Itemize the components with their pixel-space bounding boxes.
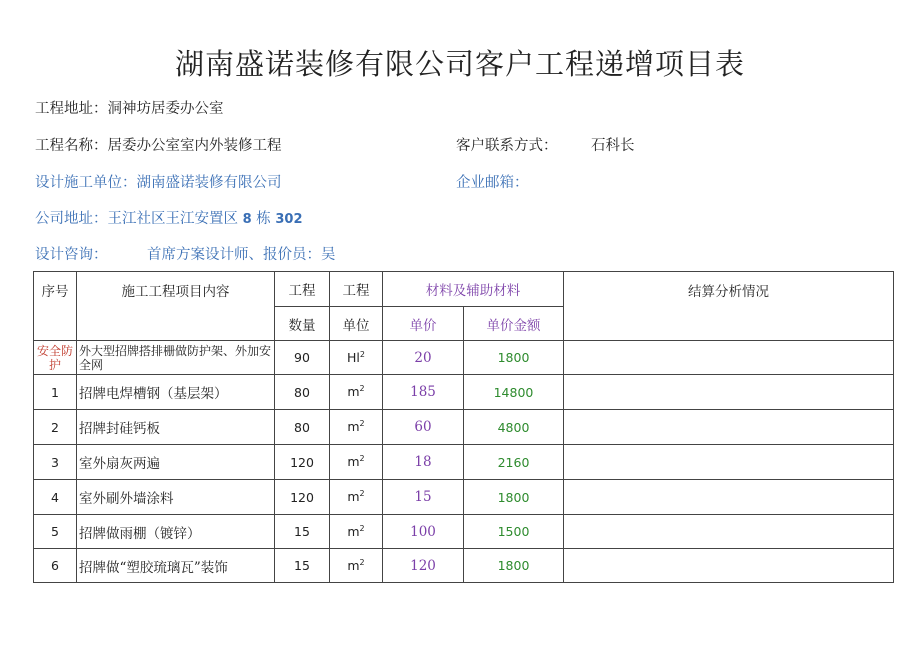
unit-text: Hl: [347, 350, 360, 366]
row-price: 20: [383, 341, 464, 375]
unit-text: m: [347, 524, 360, 540]
row-content: 招牌做雨棚（镀锌）: [77, 515, 275, 549]
row-content: 招牌封硅钙板: [77, 410, 275, 445]
design-unit-line: [35, 171, 282, 192]
unit-text: m: [347, 558, 360, 574]
row-unit: [330, 445, 383, 480]
row-qty: 80: [275, 375, 330, 410]
header-amount: 单价金额: [464, 307, 564, 341]
row-amount: 1800: [464, 480, 564, 515]
row-content: 招牌做“塑胶琉璃瓦”装饰: [77, 549, 275, 583]
row-analysis: [564, 515, 894, 549]
unit-sup: 2: [359, 523, 365, 533]
header-price: 单价: [383, 307, 464, 341]
design-consult-label: 设计咨询：: [35, 247, 108, 263]
project-name-value: 居委办公室室内外装修工程: [107, 138, 282, 154]
company-address-dong: 栋: [256, 211, 271, 227]
page-title: 湖南盛诺装修有限公司客户工程递增项目表: [174, 47, 745, 81]
unit-text: m: [347, 454, 360, 470]
row-analysis: [564, 341, 894, 375]
unit-sup: 2: [359, 557, 365, 567]
row-unit: [330, 375, 383, 410]
header-unit-bottom: 单位: [330, 307, 383, 341]
unit-sup: 2: [359, 489, 365, 499]
row-qty: 120: [275, 445, 330, 480]
table-row: [34, 375, 894, 410]
row-analysis: [564, 549, 894, 583]
header-qty-top: 工程: [275, 272, 330, 307]
contact-value: 石科长: [591, 138, 635, 154]
header-analysis: 结算分析情况: [564, 272, 894, 341]
row-seq: 3: [34, 445, 77, 480]
project-address-label: 工程地址：: [35, 101, 108, 117]
unit-text: m: [347, 384, 360, 400]
row-analysis: [564, 375, 894, 410]
project-address-value: 洞神坊居委办公室: [107, 101, 224, 117]
row-price: 60: [383, 410, 464, 445]
row-amount: 1500: [464, 515, 564, 549]
header-seq: 序号: [34, 272, 77, 341]
row-content: 招牌电焊槽钢（基层架）: [77, 375, 275, 410]
design-unit-label: 设计施工单位：: [35, 175, 137, 191]
row-qty: 15: [275, 515, 330, 549]
design-consult-value: 首席方案设计师、报价员：吴: [147, 247, 336, 263]
header-materials: 材料及辅助材料: [383, 272, 564, 307]
row-amount: 2160: [464, 445, 564, 480]
unit-text: m: [347, 489, 360, 505]
company-address-value: 王江社区王江安置区: [107, 211, 238, 227]
design-unit-value: 湖南盛诺装修有限公司: [136, 175, 282, 191]
table-row: [34, 410, 894, 445]
row-seq: 4: [34, 480, 77, 515]
row-qty: 80: [275, 410, 330, 445]
row-unit: [330, 341, 383, 375]
table-row: [34, 549, 894, 583]
contact-label: 客户联系方式：: [456, 138, 558, 154]
row-qty: 90: [275, 341, 330, 375]
project-name-label: 工程名称：: [35, 138, 108, 154]
row-unit: [330, 410, 383, 445]
row-price: 185: [383, 375, 464, 410]
row-unit: [330, 515, 383, 549]
row-amount: 14800: [464, 375, 564, 410]
table-row: [34, 480, 894, 515]
header-qty-bottom: 数量: [275, 307, 330, 341]
unit-sup: 2: [359, 454, 365, 464]
header-content: 施工工程项目内容: [77, 272, 275, 341]
row-analysis: [564, 480, 894, 515]
row-content: 外大型招牌搭排栅做防护架、外加安全网: [77, 341, 275, 375]
unit-sup: 2: [359, 384, 365, 394]
company-address-line: [35, 207, 303, 228]
row-unit: [330, 480, 383, 515]
row-unit: [330, 549, 383, 583]
header-unit-top: 工程: [330, 272, 383, 307]
row-seq: 安全防护: [34, 341, 77, 375]
row-amount: 4800: [464, 410, 564, 445]
project-address-line: [35, 97, 224, 118]
row-amount: 1800: [464, 341, 564, 375]
company-address-label: 公司地址：: [35, 211, 108, 227]
project-table: [33, 271, 894, 583]
row-qty: 15: [275, 549, 330, 583]
table-row: [34, 341, 894, 375]
row-analysis: [564, 410, 894, 445]
row-price: 18: [383, 445, 464, 480]
row-price: 120: [383, 549, 464, 583]
row-seq: 6: [34, 549, 77, 583]
row-analysis: [564, 445, 894, 480]
row-amount: 1800: [464, 549, 564, 583]
row-seq: 2: [34, 410, 77, 445]
row-content: 室外扇灰两遍: [77, 445, 275, 480]
unit-sup: 2: [359, 419, 365, 429]
company-address-room: 302: [275, 212, 303, 227]
table-row: [34, 515, 894, 549]
row-seq: 1: [34, 375, 77, 410]
unit-sup: 2: [359, 349, 365, 359]
company-address-building: 8: [242, 212, 252, 227]
row-seq: 5: [34, 515, 77, 549]
unit-text: m: [347, 419, 360, 435]
row-price: 100: [383, 515, 464, 549]
row-price: 15: [383, 480, 464, 515]
email-label: 企业邮箱：: [456, 175, 529, 191]
table-row: [34, 445, 894, 480]
row-qty: 120: [275, 480, 330, 515]
project-name-line: [35, 134, 282, 155]
row-content: 室外刷外墙涂料: [77, 480, 275, 515]
